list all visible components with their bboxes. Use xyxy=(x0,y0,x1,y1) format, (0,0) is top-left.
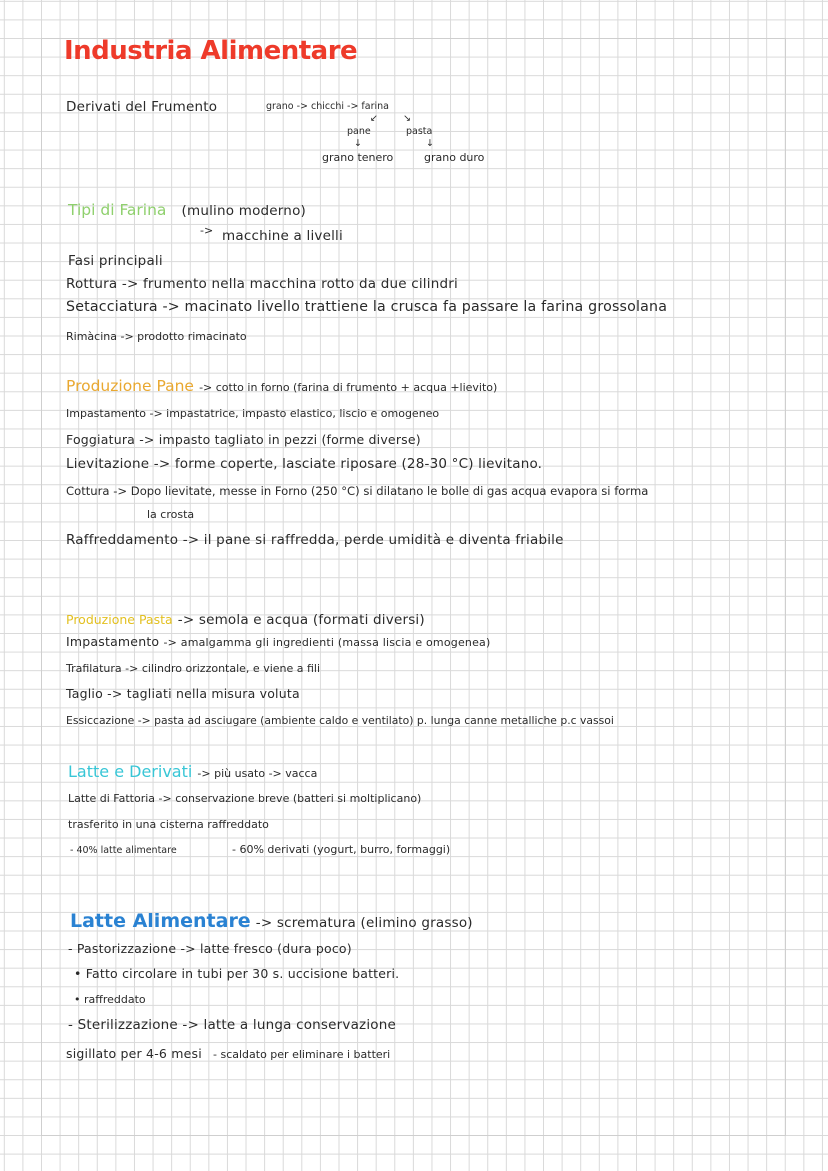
produzione-pane-text: -> cotto in forno (farina di frumento + acqua +lievito) xyxy=(199,381,498,394)
tipi-farina-line xyxy=(68,200,306,219)
rottura-term: Rottura xyxy=(66,276,118,292)
latte-derivati-heading: Latte e Derivati xyxy=(68,762,193,781)
tipi-farina-sub: macchine a livelli xyxy=(222,228,343,244)
rottura-line xyxy=(66,276,458,292)
trafilatura-term: Trafilatura xyxy=(66,662,122,675)
raffreddamento-text: -> il pane si raffredda, perde umidità e diventa friabile xyxy=(182,532,564,548)
tipi-farina-heading: Tipi di Farina xyxy=(68,201,167,219)
grano-duro-label: grano duro xyxy=(424,151,485,164)
rottura-text: -> frumento nella macchina rotto da due cilindri xyxy=(121,276,458,292)
arrow-down-icon: ↓ xyxy=(426,138,434,149)
pasta-impastamento-text: -> amalgamma gli ingredienti (massa liscia e omogenea) xyxy=(163,636,491,649)
latte-alimentare-heading: Latte Alimentare xyxy=(70,910,251,932)
lievitazione-term: Lievitazione xyxy=(66,456,150,472)
cottura-term: Cottura xyxy=(66,484,110,498)
scaldato: - scaldato per eliminare i batteri xyxy=(213,1048,391,1061)
derivati-chain: grano -> chicchi -> farina xyxy=(266,101,389,112)
cottura-line xyxy=(66,484,648,498)
essiccazione-text: -> pasta ad asciugare (ambiente caldo e ventilato) p. lunga canne metalliche p.c vassoi xyxy=(137,714,614,727)
sigillato-line xyxy=(66,1043,390,1062)
latte-trasferito: trasferito in una cisterna raffreddato xyxy=(68,818,269,831)
setacciatura-line xyxy=(66,299,667,315)
produzione-pasta-heading: Produzione Pasta xyxy=(66,612,173,627)
rimacina-text: -> prodotto rimacinato xyxy=(120,330,247,343)
pasta-label: pasta xyxy=(406,126,433,137)
taglio-line xyxy=(66,686,300,701)
sterilizzazione: - Sterilizzazione -> latte a lunga conservazione xyxy=(68,1017,397,1033)
essiccazione-line xyxy=(66,714,614,727)
derivati-label: Derivati del Frumento xyxy=(66,99,218,115)
latte-fattoria: Latte di Fattoria -> conservazione breve (batteri si moltiplicano) xyxy=(68,792,422,805)
arrow-down-icon: ↓ xyxy=(354,138,362,149)
latte-alimentare-text: -> scrematura (elimino grasso) xyxy=(255,915,473,931)
produzione-pane-line xyxy=(66,376,497,395)
lievitazione-line xyxy=(66,456,542,472)
fatto-circolare: • Fatto circolare in tubi per 30 s. uccisione batteri. xyxy=(74,966,400,981)
impastamento-text: -> impastatrice, impasto elastico, liscio e omogeneo xyxy=(149,407,440,420)
arrow-right-icon: -> xyxy=(200,224,214,237)
sigillato: sigillato per 4-6 mesi xyxy=(66,1046,202,1061)
trafilatura-line xyxy=(66,662,320,675)
latte-alimentare-line xyxy=(70,910,473,932)
pasta-impastamento-line xyxy=(66,634,490,649)
cottura-cont: la crosta xyxy=(147,508,195,521)
raffreddato: • raffreddato xyxy=(74,993,146,1006)
latte-alimentare-pct: - 40% latte alimentare xyxy=(70,845,177,856)
taglio-term: Taglio xyxy=(66,686,103,701)
pane-label: pane xyxy=(347,126,371,137)
setacciatura-text: -> macinato livello trattiene la crusca fa passare la farina grossolana xyxy=(162,299,668,315)
page-title: Industria Alimentare xyxy=(64,36,358,66)
fasi-principali: Fasi principali xyxy=(68,253,163,269)
setacciatura-term: Setacciatura xyxy=(66,299,158,315)
foggiatura-text: -> impasto tagliato in pezzi (forme diverse) xyxy=(139,432,421,447)
grano-tenero-label: grano tenero xyxy=(322,151,394,164)
raffreddamento-term: Raffreddamento xyxy=(66,532,179,548)
latte-derivati-pct: - 60% derivati (yogurt, burro, formaggi) xyxy=(232,843,451,856)
rimacina-line xyxy=(66,330,247,343)
lievitazione-text: -> forme coperte, lasciate riposare (28-30 °C) lievitano. xyxy=(153,456,543,472)
raffreddamento-line xyxy=(66,532,564,548)
produzione-pasta-line xyxy=(66,609,425,628)
pane-impastamento-line xyxy=(66,407,439,420)
essiccazione-term: Essiccazione xyxy=(66,714,135,727)
rimacina-term: Rimàcina xyxy=(66,330,117,343)
pasta-impastamento-term: Impastamento xyxy=(66,634,160,649)
trafilatura-text: -> cilindro orizzontale, e viene a fili xyxy=(125,662,321,675)
foggiatura-line xyxy=(66,432,421,447)
foggiatura-term: Foggiatura xyxy=(66,432,136,447)
tipi-farina-note: (mulino moderno) xyxy=(181,203,306,219)
cottura-text: -> Dopo lievitate, messe in Forno (250 °C) si dilatano le bolle di gas acqua evapora si forma xyxy=(113,484,649,498)
taglio-text: -> tagliati nella misura voluta xyxy=(107,686,300,701)
latte-derivati-text: -> più usato -> vacca xyxy=(197,767,318,780)
arrow-right-icon: ↘ xyxy=(403,113,411,124)
impastamento-term: Impastamento xyxy=(66,407,146,420)
produzione-pasta-text: -> semola e acqua (formati diversi) xyxy=(177,612,425,628)
latte-derivati-line xyxy=(68,762,317,781)
pastorizzazione: - Pastorizzazione -> latte fresco (dura poco) xyxy=(68,941,352,956)
produzione-pane-heading: Produzione Pane xyxy=(66,377,194,395)
arrow-left-icon: ↙ xyxy=(370,113,378,124)
